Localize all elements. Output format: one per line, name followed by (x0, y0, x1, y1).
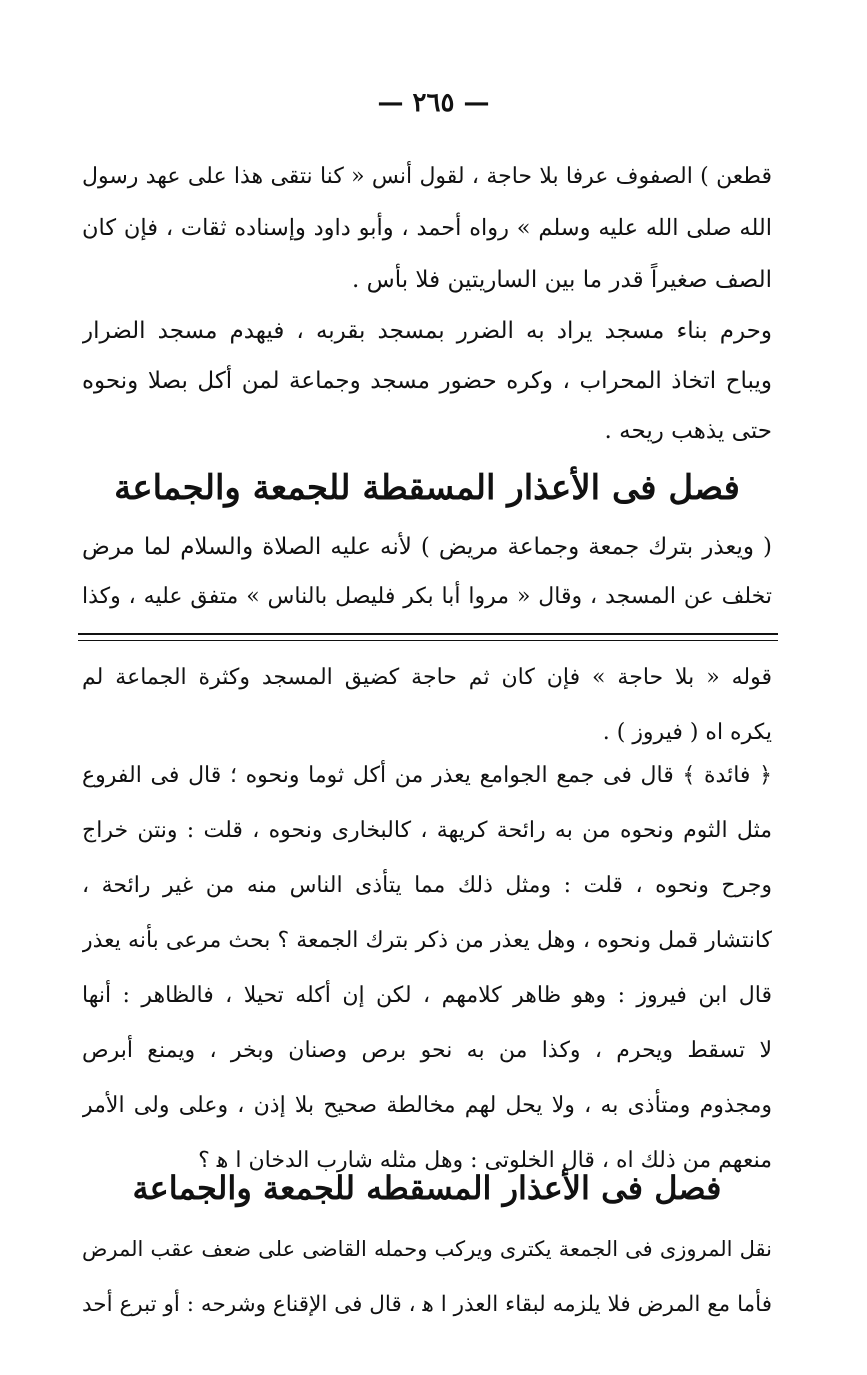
main-paragraph-3 (82, 522, 772, 622)
text-line: وحرم بناء مسجد يراد به الضرر بمسجد بقربه ، فيهدم مسجد الضرار (82, 318, 772, 344)
footnote-line: لا تسقط ويحرم ، وكذا من به نحو برص وصنان وبخر ، ويمنع أبرص (82, 1038, 772, 1063)
footnote-2 (82, 748, 772, 1188)
footnote-line: ومجذوم ومتأذى به ، ولا يحل لهم مخالطة صحيح بلا إذن ، وعلى ولى الأمر (82, 1093, 772, 1118)
footnote-line: فأما مع المرض فلا يلزمه لبقاء العذر ا ﻫ ، قال فى الإقناع وشرحه : أو تبرع أحد (82, 1292, 772, 1317)
section-heading-1: فصل فى الأعذار المسقطة للجمعة والجماعة (114, 468, 740, 508)
section-heading-2: فصل فى الأعذار المسقطه للجمعة والجماعة (132, 1169, 722, 1207)
footnote-line: وجرح ونحوه ، قلت : ومثل ذلك مما يتأذى الناس منه من غير رائحة ، (82, 873, 772, 898)
footnote-line: منعهم من ذلك اه ، قال الخلوتى : وهل مثله شارب الدخان ا ﻫ ؟ (198, 1148, 772, 1173)
main-paragraph-2 (82, 306, 772, 456)
footnote-line: ﴿ فائدة ﴾ قال فى جمع الجوامع يعذر من أكل ثوما ونحوه ؛ قال فى الفروع (82, 763, 772, 788)
footnote-line: مثل الثوم ونحوه من به رائحة كريهة ، كالبخارى ونحوه ، قلت : ونتن خراج (82, 818, 772, 843)
text-line: الصف صغيراً قدر ما بين الساريتين فلا بأس . (352, 267, 772, 293)
text-line: قطعن ) الصفوف عرفا بلا حاجة ، لقول أنس « كنا نتقى هذا على عهد رسول (82, 164, 772, 189)
text-line: حتى يذهب ريحه . (604, 418, 772, 444)
footnote-line: قال ابن فيروز : وهو ظاهر كلامهم ، لكن إن أكله تحيلا ، فالظاهر : أنها (82, 983, 772, 1008)
main-paragraph-1 (82, 152, 772, 306)
text-line: ويباح اتخاذ المحراب ، وكره حضور مسجد وجماعة لمن أكل بصلا ونحوه (82, 368, 772, 394)
text-line: تخلف عن المسجد ، وقال « مروا أبا بكر فليصل بالناس » متفق عليه ، وكذا (82, 584, 772, 609)
footnote-1 (82, 650, 772, 760)
footnote-divider (78, 633, 778, 635)
footnote-divider-thin (78, 640, 778, 641)
footnote-line: يكره اه ( فيروز ) . (602, 720, 772, 745)
footnote-line: نقل المروزى فى الجمعة يكترى ويركب وحمله القاضى على ضعف عقب المرض (82, 1237, 772, 1261)
page-number: — ٢٦٥ — (377, 88, 490, 118)
footnote-line: قوله « بلا حاجة » فإن كان ثم حاجة كضيق المسجد وكثرة الجماعة لم (82, 665, 772, 690)
text-line: ( ويعذر بترك جمعة وجماعة مريض ) لأنه عليه الصلاة والسلام لما مرض (82, 534, 772, 560)
text-line: الله صلى الله عليه وسلم » رواه أحمد ، وأبو داود وإسناده ثقات ، فإن كان (82, 215, 772, 241)
footnote-3 (82, 1222, 772, 1332)
footnote-line: كانتشار قمل ونحوه ، وهل يعذر من ذكر بترك الجمعة ؟ بحث مرعى بأنه يعذر (82, 928, 772, 953)
